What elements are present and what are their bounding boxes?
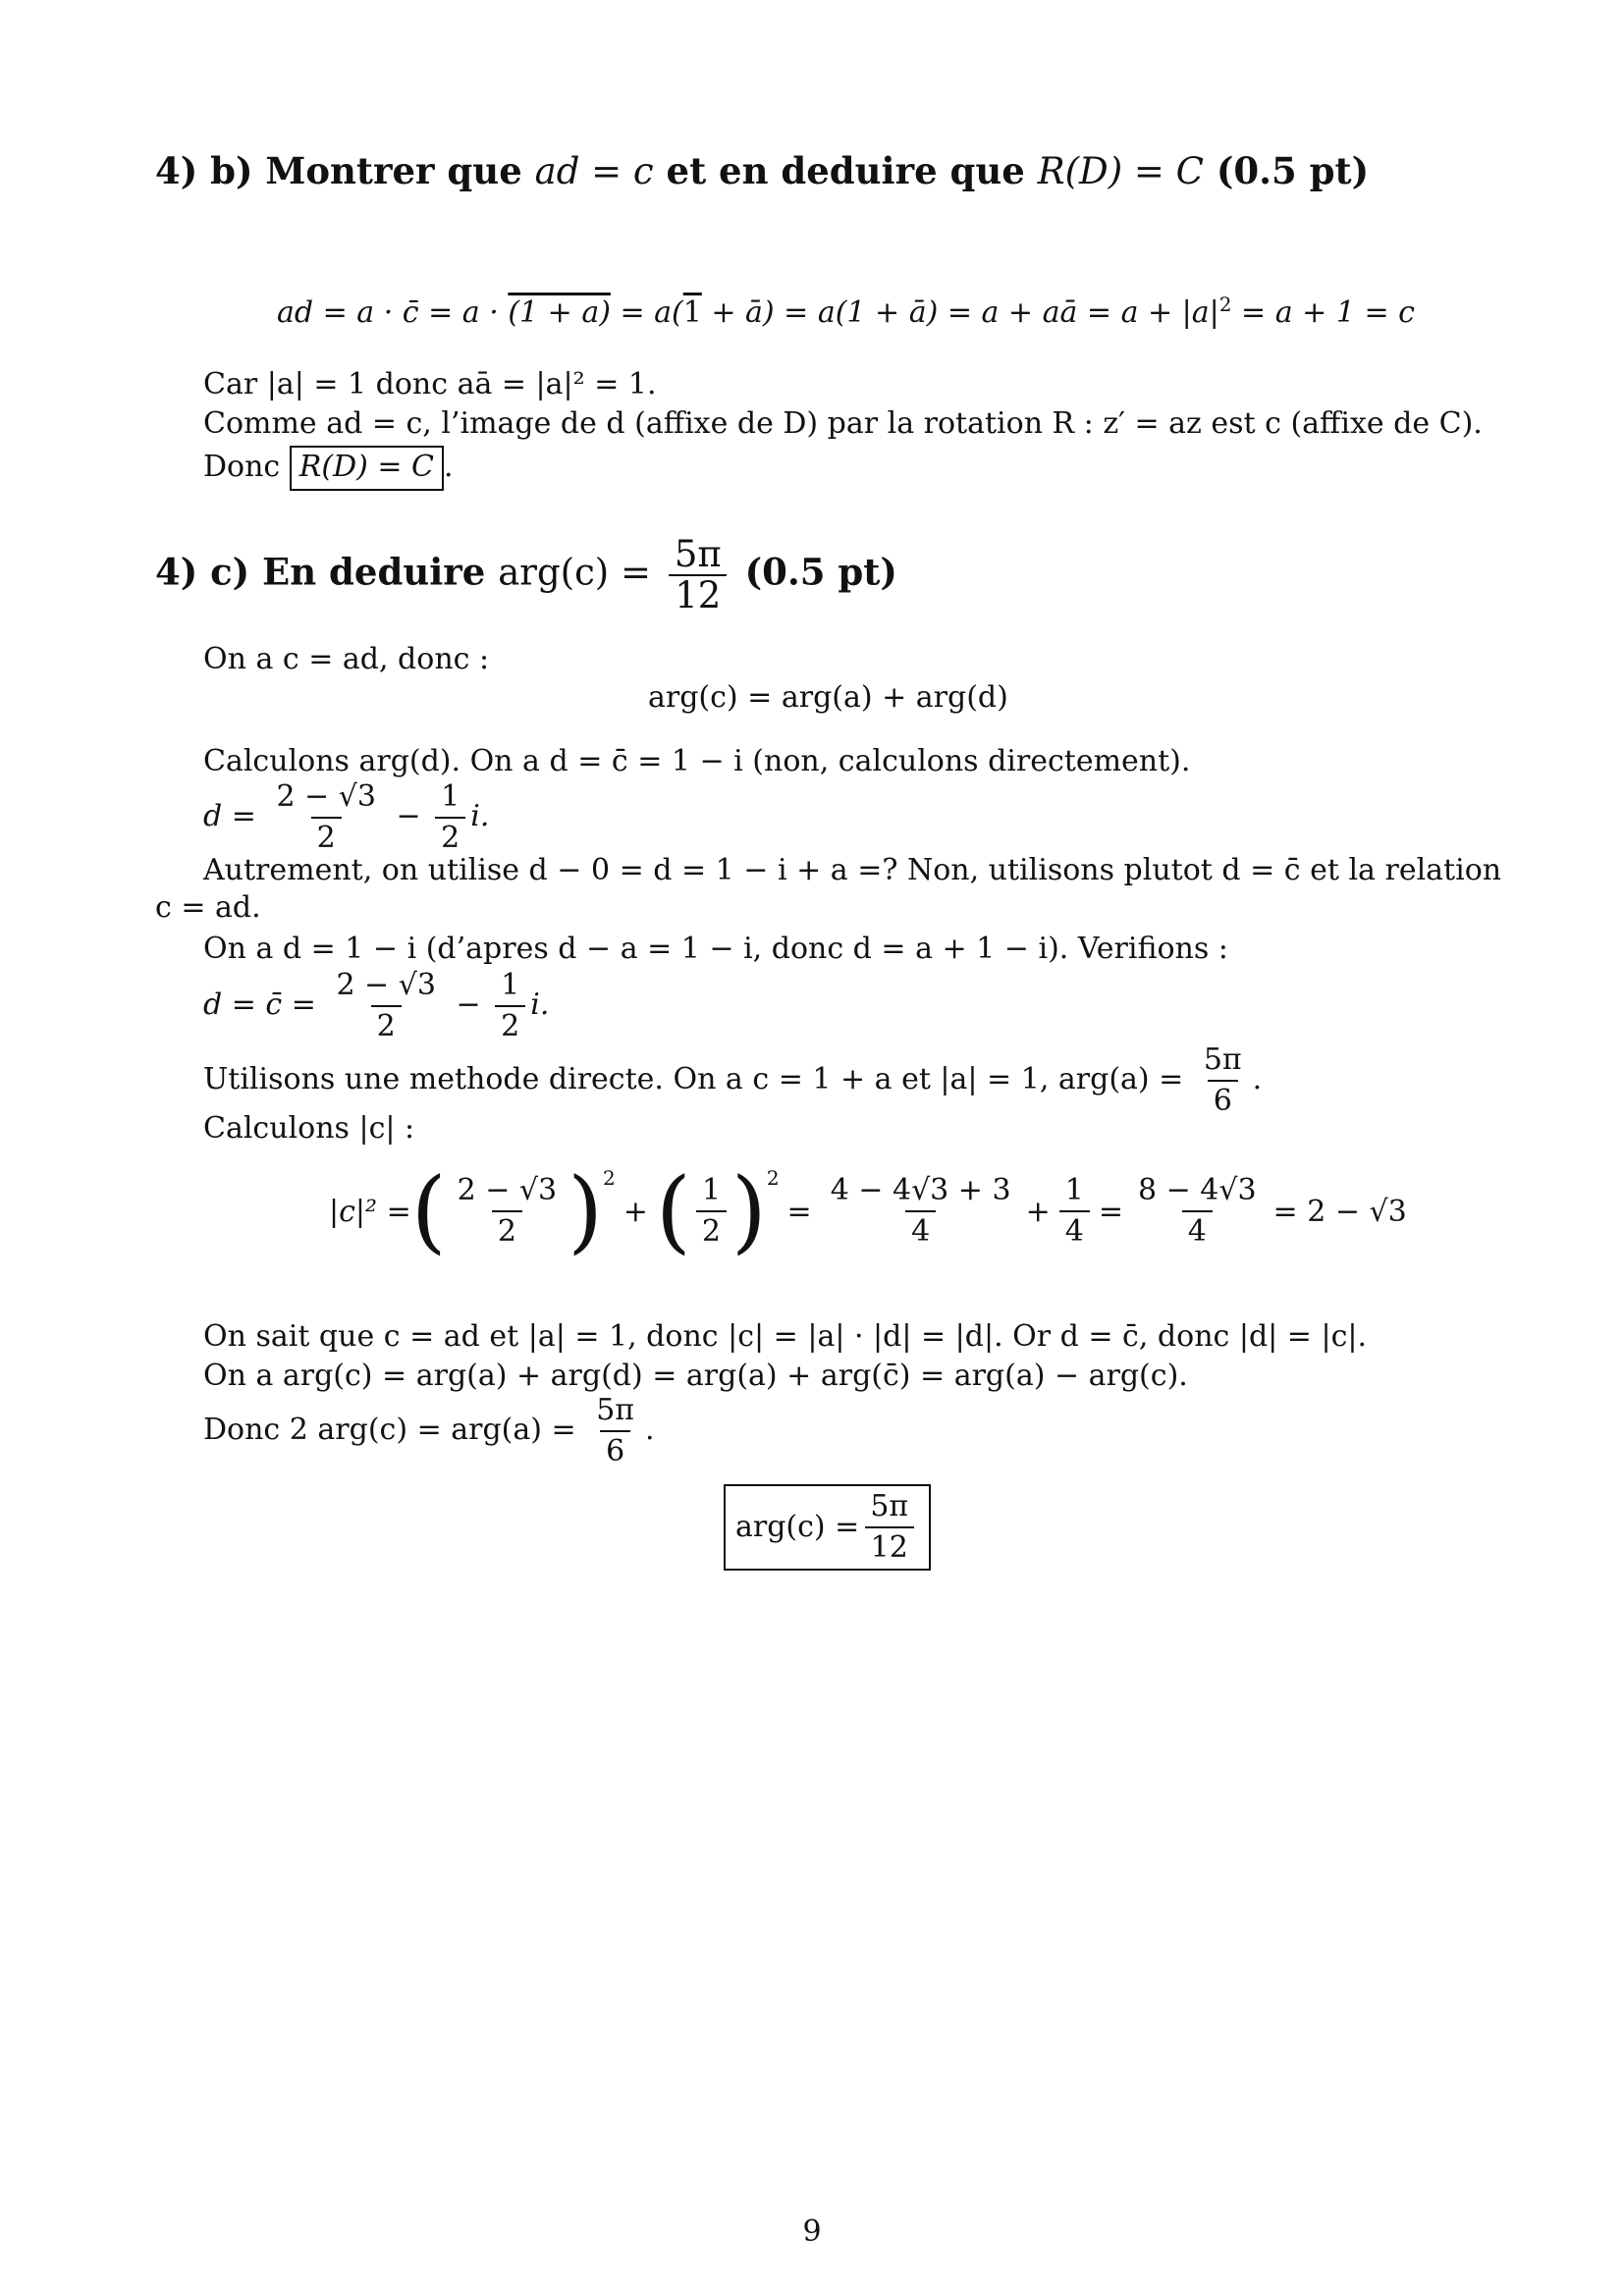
heading-4b-mid: et en deduire que	[666, 149, 1025, 192]
comme-line: Comme ad = c, l’image de d (affixe de D) par la rotation R : z′ = az est c (affixe de C).	[203, 406, 1483, 441]
donc-line-b: Donc R(D) = C .	[203, 446, 454, 491]
heading-4b-eq2: R(D) = C	[1037, 150, 1204, 192]
heading-4b-points: (0.5 pt)	[1216, 149, 1370, 192]
car-line: Car |a| = 1 donc aā = |a|² = 1.	[203, 367, 657, 401]
d-equation-1: d = $\frac{2 - √3}{2}$ − $\frac{1}{2}$ i.	[203, 779, 490, 855]
c-line7: On sait que c = ad et |a| = 1, donc |c| = |a| · |d| = |d|. Or d = c̄, donc |d| = |c|.	[203, 1319, 1368, 1354]
c-line2: Calculons arg(d). On a d = c̄ = 1 − i (non, calculons directement).	[203, 744, 1191, 778]
page-number: 9	[802, 2215, 822, 2249]
d-equation-2: d = c̄ = $\frac{2 - √3}{2}$ − $\frac{1}{2}$ i.	[203, 968, 550, 1043]
c-line8: On a arg(c) = arg(a) + arg(d) = arg(a) + arg(c̄) = arg(a) − arg(c).	[203, 1359, 1188, 1393]
c-line9: Donc 2 arg(c) = arg(a) = $\frac{5\pi}{6}$ .	[203, 1393, 655, 1468]
heading-4b-prefix: 4) b) Montrer que	[155, 149, 522, 192]
heading-4b	[155, 149, 1369, 192]
heading-4c: 4) c) En deduire arg(c) = $\frac{5\pi}{12}$ (0.5 pt)	[155, 533, 897, 616]
c-line4: On a d = 1 − i (d’apres d − a = 1 − i, donc d = a + 1 − i). Verifions :	[203, 932, 1228, 966]
boxed-result-b: R(D) = C	[290, 446, 444, 491]
c-line3b: c = ad.	[155, 890, 261, 925]
arg-equation: arg(c) = arg(a) + arg(d)	[648, 680, 1008, 715]
final-boxed-result: arg(c) = $\frac{5\pi}{12}$	[724, 1484, 931, 1571]
c-line3: Autrement, on utilise d − 0 = d = 1 − i + a =? Non, utilisons plutot d = c̄ et la relation	[203, 853, 1502, 887]
c-line5: Utilisons une methode directe. On a c = 1 + a et |a| = 1, arg(a) = $\frac{5\pi}{6}$ .	[203, 1042, 1263, 1118]
heading-4c-fraction: $\frac{5\pi}{12}$	[669, 538, 728, 613]
c-line1: On a c = ad, donc :	[203, 642, 490, 676]
modulus-equation: |c|² = ( $\frac{2 - √3}{2}$ ) $^2$ + ( $\frac{1}{2}$ ) $^2$ = $\frac{4 - 4√3 + 3}{4}$ + $\frac{1}{4}$ = $\frac{8 - 4√3}{4}$ = 2 − √3	[329, 1158, 1407, 1263]
equation-ad-equals-c: ad = a · c̄ = a · (1 + a) = a(1 + ā) = a(1 + ā) = a + aā = $a + |a|^2 = a + 1 = c$	[277, 293, 1415, 330]
c-line6: Calculons |c| :	[203, 1111, 415, 1146]
heading-4b-eq1: ad = c	[534, 150, 654, 192]
